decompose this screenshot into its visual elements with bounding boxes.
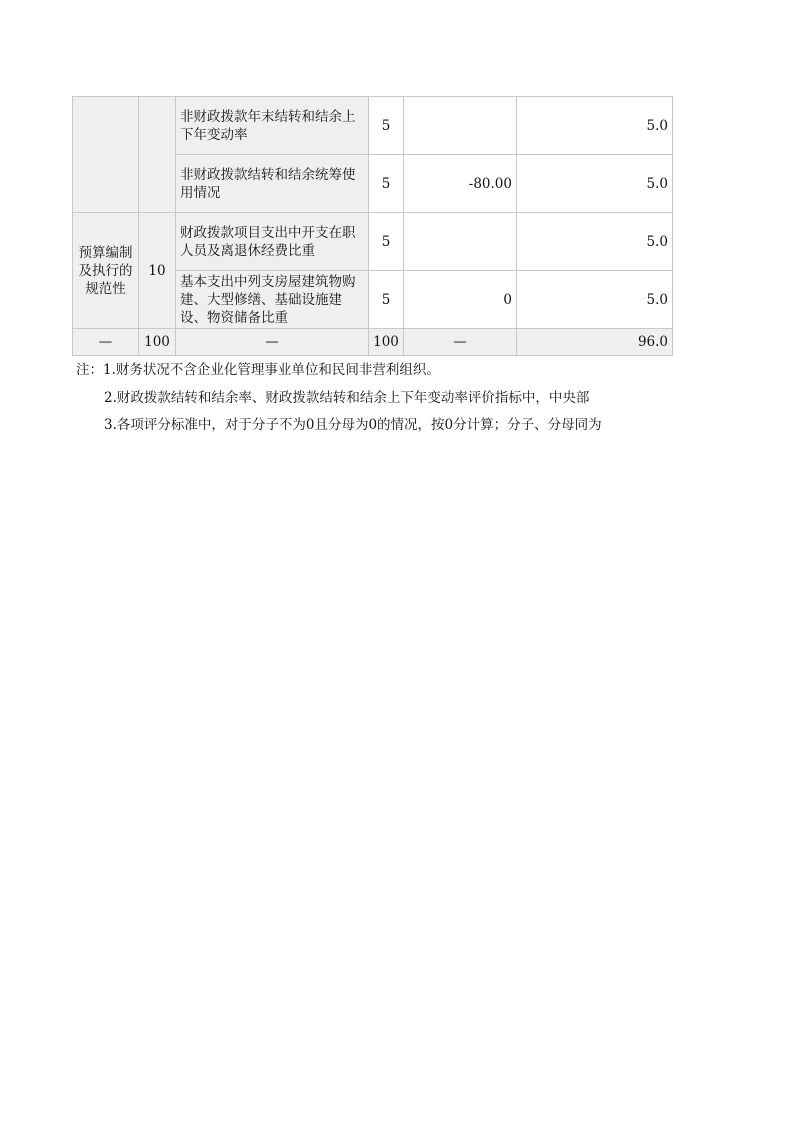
total-score-cell: 96.0	[517, 329, 673, 356]
table-row	[73, 97, 673, 155]
points-cell-continued	[139, 97, 176, 213]
score-cell: 5.0	[517, 213, 673, 271]
total-dash-cell: —	[176, 329, 369, 356]
weight-cell: 5	[369, 271, 404, 329]
total-weight-cell: 100	[369, 329, 404, 356]
weight-cell: 5	[369, 213, 404, 271]
evaluation-table-region	[72, 96, 668, 358]
indicator-cell: 非财政拨款结转和结余统筹使用情况	[176, 155, 369, 213]
note-line-3: 3.各项评分标准中，对于分子不为0且分母为0的情况，按0分计算；分子、分母同为	[104, 417, 602, 433]
note-line-2: 2.财政拨款结转和结余率、财政拨款结转和结余上下年变动率评价指标中，中央部	[104, 390, 590, 406]
score-cell: 5.0	[517, 271, 673, 329]
category-cell: 预算编制及执行的规范性	[73, 213, 139, 329]
score-cell: 5.0	[517, 97, 673, 155]
total-row	[73, 329, 673, 356]
total-dash-cell: —	[73, 329, 139, 356]
indicator-cell: 基本支出中列支房屋建筑物购建、大型修缮、基础设施建设、物资储备比重	[176, 271, 369, 329]
evaluation-table	[72, 96, 673, 356]
note-line-1: 注：1.财务状况不含企业化管理事业单位和民间非营利组织。	[76, 362, 440, 378]
total-dash-cell: —	[404, 329, 517, 356]
value-cell: -80.00	[404, 155, 517, 213]
value-cell: 0	[404, 271, 517, 329]
value-cell	[404, 213, 517, 271]
score-cell: 5.0	[517, 155, 673, 213]
points-cell: 10	[139, 213, 176, 329]
indicator-cell: 财政拨款项目支出中开支在职人员及离退休经费比重	[176, 213, 369, 271]
indicator-cell: 非财政拨款年末结转和结余上下年变动率	[176, 97, 369, 155]
value-cell	[404, 97, 517, 155]
total-points-cell: 100	[139, 329, 176, 356]
table-row	[73, 213, 673, 271]
category-cell-continued	[73, 97, 139, 213]
weight-cell: 5	[369, 97, 404, 155]
weight-cell: 5	[369, 155, 404, 213]
